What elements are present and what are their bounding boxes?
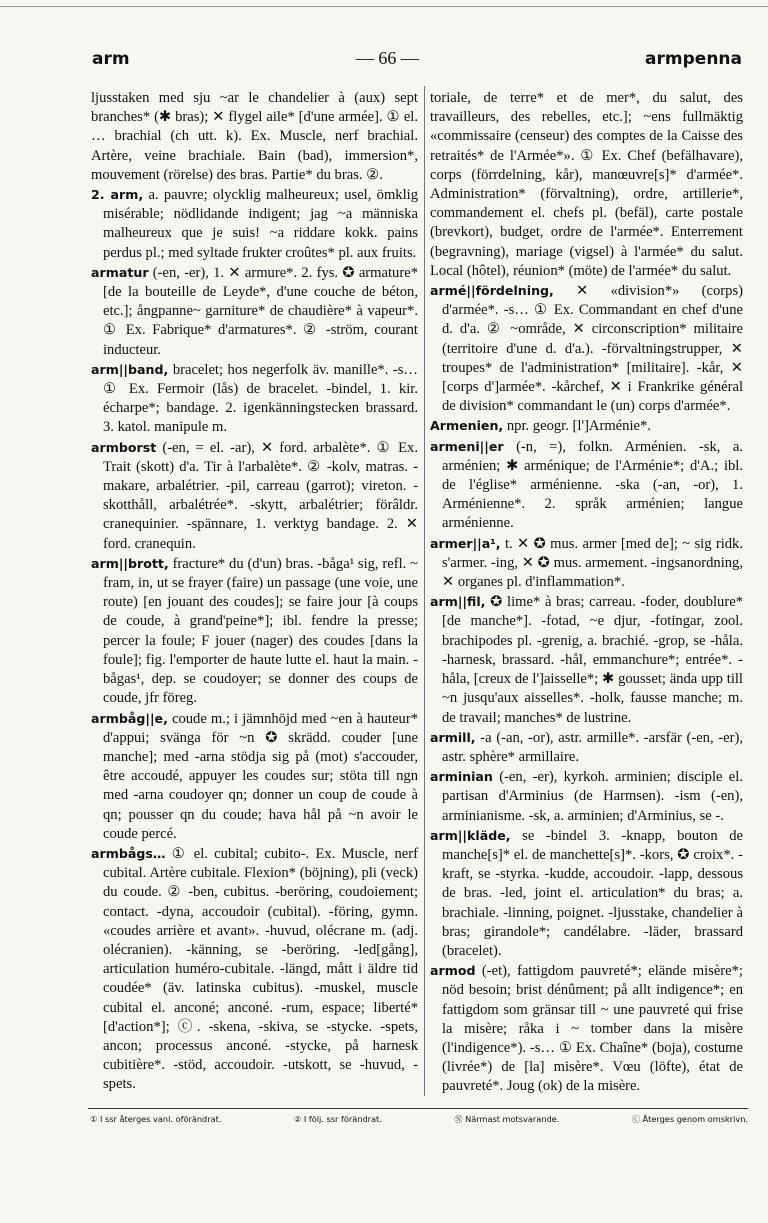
top-rule <box>0 6 768 7</box>
entry-text: (-en, -er), kyrkoh. arminien; disciple el. partisan d'Arminius (de Harmsen). -ism (-en), arminianisme. -sk, a. arminien; d'Arminius, se -. <box>442 769 743 824</box>
entry-text: toriale, de terre* et de mer*, du salut, des travailleurs, des rebelles, etc.]; ~ens fullmäktig «commissaire (censeur) des comptes de la Caisse des retraités* de l'Armée*». ① Ex. Chef (befälhavare), corps (förrdelning, kår), manœuvre[s]* d'armée*. Administration* (förvaltning), ordre, artillerie*, commandement el. chefs pl. (befäl), carte postale (brevkort), budget, ordre de l'armée*. Enterrement (begravning), mariage (vigsel) à l'armée* du salut. Local (hôtel), réunion* (möte) de l'armée* du salut. <box>430 90 743 279</box>
dictionary-entry <box>430 961 743 1096</box>
entry-text: t. ✕ ✪ mus. armer [med de]; ~ sig ridk. s'armer. -ing, ✕ ✪ mus. armement. -ingsanordning, ✕ organes pl. d'inflammation*. <box>442 535 743 591</box>
entry-headword: armer||a¹, <box>430 535 501 551</box>
dictionary-entry <box>91 263 418 360</box>
entry-headword: armill, <box>430 729 476 745</box>
dictionary-entry <box>430 767 743 826</box>
dictionary-entry <box>430 592 743 727</box>
dictionary-entry <box>430 281 743 416</box>
dictionary-entry <box>430 826 743 961</box>
entry-text: ✪ lime* à bras; carreau. -foder, doublure* [de manche*]. -fotad, ~e djur, -fotingar, zool. brachipodes pl. -grenig, a. brachié. -grop, se -håla. -harnesk, brassard. -hål, emmanchure*; entrée*. -håla, [creux de l']aisselle*; ✱ gousset; ända upp till ~n jusqu'aux aisselles*. -holk, fausse manche; m. de travail; manches* de lustrine. <box>442 594 743 726</box>
entry-headword: arm||fil, <box>430 594 486 610</box>
dictionary-entry <box>91 1095 418 1096</box>
left-guide-word: arm <box>92 49 130 69</box>
entry-text: fracture* du (d'un) bras. -båga¹ sig, refl. ~ fram, in, ut se frayer (faire) un passage (une voie, une route) [en jouant des coudes]; se faire jour [à coups de coude, à grand'peine*]; ibl. fendre la presse; percer la foule; F jouer (nager) des coudes [dans la foule]; fig. l'emporter de haute lutte el. haut la main. -bågas¹, dep. se coudoyer; se donner des coups de coude, jfr föreg. <box>103 555 418 707</box>
legend-nearest: Ⓝ Närmast motsvarande. <box>454 1114 560 1124</box>
entry-text: npr. geogr. [l']Arménie*. <box>506 418 651 435</box>
right-guide-word: armpenna <box>645 49 742 69</box>
dictionary-entry <box>91 360 418 438</box>
entry-text: (-en, = el. -ar), ✕ ford. arbalète*. ① Ex. Trait (skott) d'a. Tir à l'arbalète*. ② -kolv, matras. -makare, arbalétrier. -pil, carreau (garrot); vireton. -skotthåll, arbalétrée*. -skytt, arbalétrier; förâldr. cranequinier. -spännare, 1. verktyg bandage. 2. ✕ ford. cranequin. <box>103 439 418 552</box>
dictionary-entry <box>430 437 743 534</box>
legend-paraphrase: ⓒ Återges genom omskrivn. <box>631 1114 748 1124</box>
page-number: — 66 — <box>355 48 419 68</box>
dictionary-entry <box>91 709 418 844</box>
entry-headword: 2. arm, <box>91 187 144 203</box>
entry-text: coude m.; i jämnhöjd med ~en à hauteur* d'appui; svänga för ~n ✪ skrädd. couder [une manche]; med -arna stödja sig på (mot) s'accouder, être accoudé, appuyer les coudes sur; stöta till ngn med -arna coudoyer qn; donner un coup de coude à qn; pousser qn du coude; hava hål på ~n avoir le coude percé. <box>103 710 418 842</box>
dictionary-entry <box>91 844 418 1095</box>
entry-text: ljusstaken med sju ~ar le chandelier à (aux) sept branches* (✱ bras); ✕ flygel aile* [d'une armée]. ① el. … brachial (ch utt. k). Ex. Muscle, nerf brachial. Artère, veine brachiale. Bain (bad), immersion*, mouvement (rörelse) des bras. Partie* du bras. ②. <box>91 90 418 183</box>
entry-text: ✕ «division*» (corps) d'armée*. -s… ① Ex. Commandant en chef d'une d. d'a. ② ~område, ✕ circonscription* militaire (territoire d'une d. d'a.). -förvaltningstrupper, ✕ troupes* de l'administration* [militaire]. -kår, ✕ [corps d']armée*. -kårchef, ✕ i Frankrike général de division* commandant le (un) corps d'armée*. <box>442 283 743 415</box>
entry-headword: armborst <box>91 439 157 455</box>
entry-text: bracelet; hos negerfolk äv. manille*. -s… ① Ex. Fermoir (lås) de bracelet. -bindel, 1. kir. écharpe*; bandage. 2. igenkänningstecken brassard. 3. katol. manipule m. <box>103 361 418 436</box>
entry-headword: arm||brott, <box>91 555 169 571</box>
entry-headword: arminian <box>430 769 493 785</box>
entry-text: (-en, -er), 1. ✕ armure*. 2. fys. ✪ armature* [de la bouteille de Leyde*, d'une couche de béton, etc.]; ångpanne~ garniture* de chaudière* à vapeur*. ① Ex. Fabrique* d'armatures*. ② -ström, courant inducteur. <box>103 264 418 358</box>
entry-text: (-et), fattigdom pauvreté*; elände misère*; nöd besoin; brist dénûment; på allt indigence*; en fattigdom som gränsar till ~ une pauvreté qui frise la misère; råka i ~ tomber dans la misère (l'indigence*). -s… ① Ex. Chaîne* (boja), costume (livrée*) de [la] misère*. Vœu (löfte), état de pauvreté*. Joug (ok) de la misère. <box>442 963 743 1095</box>
entry-headword: arm||kläde, <box>430 827 511 843</box>
entry-headword: armeni||er <box>430 438 504 454</box>
entry-headword: armatur <box>91 264 149 280</box>
entry-headword: Armenien, <box>430 418 504 434</box>
legend-changed: ② I följ. ssr förändrat. <box>293 1114 382 1124</box>
dictionary-entry <box>91 88 418 185</box>
entry-headword: arm||band, <box>91 361 169 377</box>
footer-legend <box>90 1114 748 1125</box>
entry-headword: armod <box>430 963 476 979</box>
dictionary-entry <box>430 728 743 767</box>
dictionary-entry <box>91 185 418 263</box>
dictionary-entry <box>91 438 418 554</box>
entry-text: ① el. cubital; cubito-. Ex. Muscle, nerf cubital. Artère cubitale. Flexion* (böjning), pli (veck) du coude. ② -ben, cubitus. -beröring, coudoiement; contact. -dyna, accoudoir (cubital). -föring, gymn. «coudes arrière et avant». -huvud, olécrane m. (adj. olécranien). -känning, se -beröring. -led[gång], articulation huméro-cubitale. -längd, mått i äldre tid coudée* (äv. latinska cubitus). -muskel, muscle cubital el. anconé; anconé. -rum, espace; liberté* [d'action*]; ⓒ. -skena, -skiva, se -stycke. -spets, ancon; processus anconé. -stycke, på harnesk cubitière*. -stöd, accoudoir. -utskott, se -huvud, -spets. <box>103 845 418 1093</box>
entry-text: (-n, =), folkn. Arménien. -sk, a. arménien; ✱ arménique; de l'Arménie*; d'A.; ibl. de l'église* arménienne. -ska (-an, -or), 1. Arménienne*. 2. språk arménien; langue arménienne. <box>442 438 743 532</box>
dictionary-entry <box>430 534 743 593</box>
entry-text: a. pauvre; olycklig malheureux; usel, ömklig misérable; nödlidande indigent; jag ~a människa malheureux que je suis! ~a riddare kokk. pains perdus pl.; med syltade frukter croûtes* pl. aux fruits. <box>103 187 418 261</box>
left-column <box>91 88 418 1096</box>
dictionary-entry <box>91 554 418 709</box>
entry-text: se -bindel 3. -knapp, bouton de manche[s]* el. de manchette[s]*. -kors, ✪ croix*. -kraft, se -styrka. -kudde, accoudoir. -lapp, dessous de bras. -led, joint el. articulation* du bras; a. brachiale. -linning, poignet. -ljusstake, chandelier à bras; girandole*; candélabre. -läder, brassard (bracelet). <box>442 827 743 959</box>
entry-headword: armbågs… <box>91 845 166 861</box>
page-header <box>92 48 742 74</box>
right-column <box>430 88 743 1096</box>
dictionary-entry <box>430 88 743 281</box>
footer-rule <box>88 1108 748 1109</box>
legend-unchanged: ① I ssr återges vanl. oförändrat. <box>90 1114 222 1124</box>
dictionary-entry <box>430 416 743 436</box>
entry-headword: armé||fördelning, <box>430 283 554 299</box>
entry-text: -a (-an, -or), astr. armille*. -arsfär (-en, -er), astr. sphère* armillaire. <box>442 729 743 765</box>
entry-headword: armbåg||e, <box>91 710 168 726</box>
column-divider <box>424 86 425 1096</box>
